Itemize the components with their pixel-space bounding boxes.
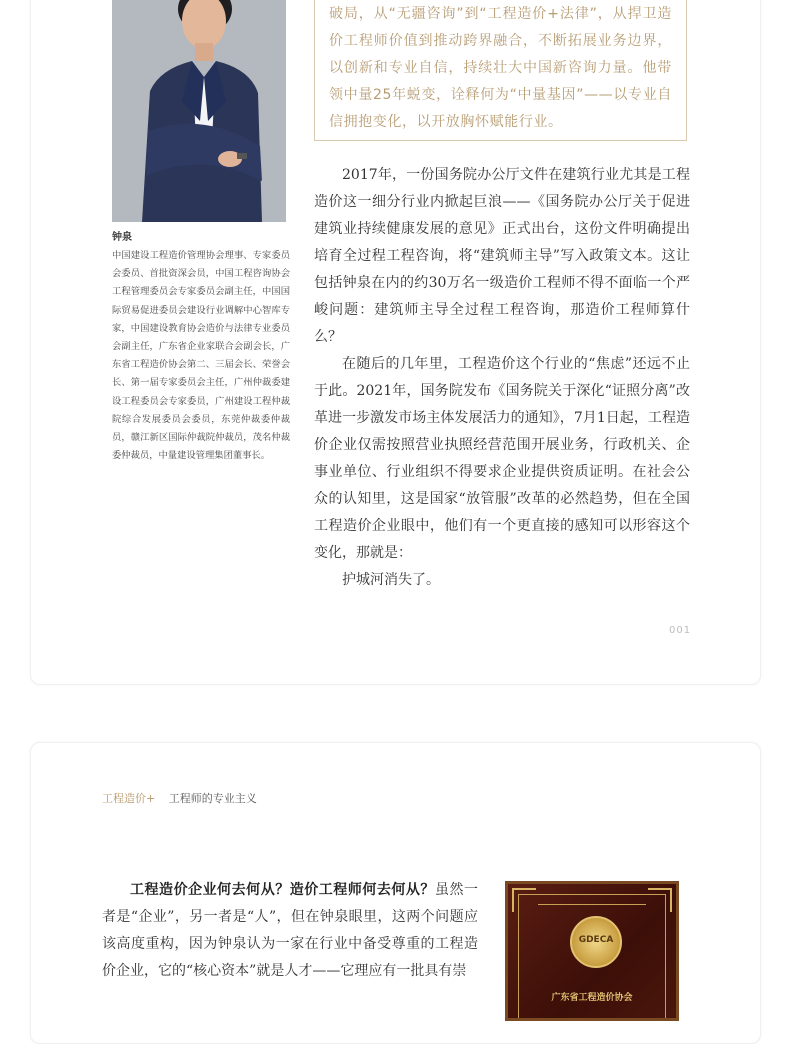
article-body-2 (102, 877, 478, 985)
logo-text: GDECA (578, 935, 614, 945)
portrait-illustration (112, 0, 286, 222)
caption-name: 钟泉 (112, 232, 132, 243)
section-subtitle: 工程师的专业主义 (168, 792, 257, 805)
document-page-2 (30, 742, 761, 1044)
paragraph: 2017年，一份国务院办公厅文件在建筑行业尤其是工程造价这一细分行业内掀起巨浪——《国务院办公厅关于促进建筑业持续健康发展的意见》正式出台，这份文件明确提出培育全过程工程咨询，将“建筑师主导”写入政策文本。这让包括钟泉在内的约30万名一级造价工程师不得不面临一个严峻问题：建筑师主导全过程工程咨询，那造价工程师算什么？ (314, 167, 690, 345)
paragraph (102, 877, 478, 985)
pull-quote-box (314, 0, 687, 141)
page-number: 001 (669, 625, 692, 636)
running-header (102, 790, 257, 806)
plaque-top-line (538, 904, 646, 911)
caption-bio: 中国建设工程造价管理协会理事、专家委员会委员、首批资深会员，中国工程咨询协会工程管理委员会专家委员会副主任，中国国际贸易促进委员会建设行业调解中心智库专家，中国建设教育协会造价与法律专业委员会副主任，广东省企业家联合会副会长，广东省工程造价协会第二、三届会长、荣誉会长、第一届专家委员会主任，广州仲裁委建设工程委员会专家委员，广州建设工程仲裁院综合发展委员会委员，东莞仲裁委仲裁员，赣江新区国际仲裁院仲裁员，茂名仲裁委仲裁员，中量建设管理集团董事长。 (112, 250, 290, 462)
paragraph: 在随后的几年里，工程造价这个行业的“焦虑”还远不止于此。2021年，国务院发布《国务院关于深化“证照分离”改革进一步激发市场主体发展活力的通知》，7月1日起，工程造价企业仅需按照营业执照经营范围开展业务，行政机关、企事业单位、行业组织不得要求企业提供资质证明。在社会公众的认知里，这是国家“放管服”改革的必然趋势，但在全国工程造价企业眼中，他们有一个更直接的感知可以形容这个变化，那就是： (314, 356, 690, 561)
document-page-1 (30, 0, 761, 685)
lead-question: 工程造价企业何去何从？造价工程师何去何从？ (130, 882, 435, 898)
article-body (314, 162, 690, 594)
portrait-photo (112, 0, 286, 222)
paragraph-text: 虽然一者是“企业”，另一者是“人”，但在钟泉眼里，这两个问题应该高度重构，因为钟泉认为一家在行业中备受尊重的工程造价企业，它的“核心资本”就是人才——它理应有一批具有崇 (102, 882, 479, 979)
pull-quote-text: 破局，从“无疆咨询”到“工程造价+法律”，从捍卫造价工程师价值到推动跨界融合，不断拓展业务边界，以创新和专业自信，持续壮大中国新咨询力量。他带领中量25年蜕变，诠释何为“中量基因”——以专业自信拥抱变化，以开放胸怀赋能行业。 (329, 6, 672, 130)
award-plaque-photo (505, 881, 679, 1021)
plaque-association-name: 广东省工程造价协会 (551, 993, 633, 1003)
paragraph: 护城河消失了。 (342, 572, 440, 588)
gdeca-logo-icon (570, 916, 622, 968)
section-brand: 工程造价+ (102, 792, 156, 805)
